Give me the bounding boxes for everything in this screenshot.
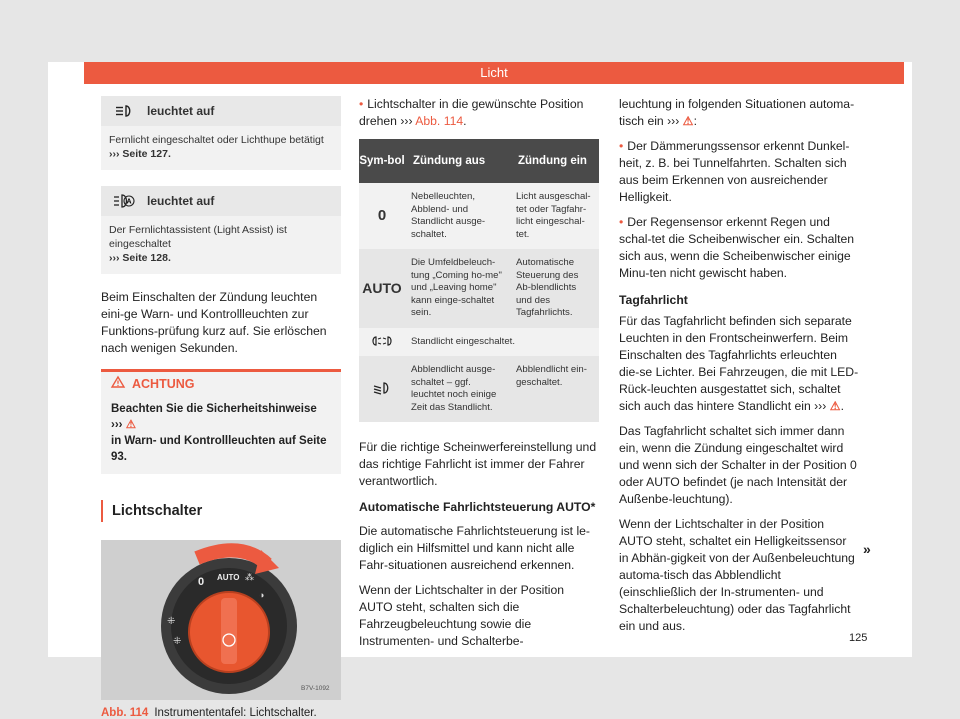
auto-light-heading: Automatische Fahrlichtsteuerung AUTO* xyxy=(359,500,596,514)
indicator-light-assist-text: Der Fernlichtassistent (Light Assist) ist eingeschaltet xyxy=(109,224,287,250)
figure-label-auto: AUTO xyxy=(217,573,240,582)
figure-code: B7V-1092 xyxy=(301,685,330,692)
daytime-light-heading: Tagfahrlicht xyxy=(619,293,688,307)
svg-text:A: A xyxy=(126,198,132,206)
indicator-high-beam-body xyxy=(101,126,341,170)
figure-label-zero: 0 xyxy=(198,576,205,588)
chapter-banner: Licht xyxy=(84,62,904,84)
situations-paragraph: leuchtung in folgenden Situationen automa-tisch ein ››› ⚠: xyxy=(619,97,855,128)
brightness-sensor-paragraph: Wenn der Lichtschalter in der Position AUTO steht, schaltet ein Helligkeitssensor in Abhän-gigkeit von der Außenbeleuchtung automa-tisch das Abblendlicht (einschließlich der In-strumenten- und Schalterbeleuchtung) oder das Tagfahrlicht ein und aus. xyxy=(619,517,855,633)
table-cell: Licht ausgeschal-tet oder Tagfahr-licht eingeschal-tet. xyxy=(510,183,599,249)
continue-mark: » xyxy=(863,541,871,557)
svg-text:⁜: ⁜ xyxy=(173,636,182,647)
bullet-rain-sensor: • Der Regensensor erkennt Regen und schal-tet die Scheibenwischer ein. Schalten sich aus, wenn die Scheibenwischer einige Minu-ten nicht gewischt haben. xyxy=(619,214,859,282)
column-left xyxy=(101,96,341,719)
light-switch-illustration xyxy=(101,540,341,700)
symbol-zero: 0 xyxy=(359,183,405,249)
warning-triangle-icon: ⚠ xyxy=(125,419,137,431)
indicator-high-beam-ref[interactable]: ››› Seite 127. xyxy=(109,148,171,160)
table-row xyxy=(359,356,599,422)
indicator-high-beam-text: Fernlicht eingeschaltet oder Lichthupe betätigt xyxy=(109,134,324,146)
column-right xyxy=(619,96,859,635)
svg-text:◑: ◑ xyxy=(259,590,265,600)
intro-figure-ref[interactable]: Abb. 114 xyxy=(415,114,464,128)
auto-light-paragraph: Die automatische Fahrlichtsteuerung ist le-diglich ein Hilfsmittel und kann nicht alle Fahr-situationen ausreichend erkennen. xyxy=(359,524,590,572)
low-beam-icon xyxy=(359,356,405,422)
high-beam-icon xyxy=(101,105,147,117)
svg-text:⁂: ⁂ xyxy=(245,572,254,582)
warning-text: Beachten Sie die Sicherheitshinweise ››› xyxy=(111,403,317,431)
ignition-paragraph: Beim Einschalten der Zündung leuchten eini-ge Warn- und Kontrollleuchten zur Funktions-prüfung kurz auf. Sie erlöschen nach wenigen Sekunden. xyxy=(101,290,327,355)
intro-text: Lichtschalter in die gewünschte Position drehen ››› xyxy=(359,97,584,128)
switch-position-table xyxy=(359,139,599,422)
warning-triangle-icon: ⚠ xyxy=(682,114,694,128)
table-cell: Die Umfeldbeleuch-tung „Coming ho-me" und „Leaving home" kann einge-schaltet sein. xyxy=(405,249,510,328)
table-row xyxy=(359,249,599,328)
indicator-light-assist-heading: leuchtet auf xyxy=(147,194,215,208)
warning-header xyxy=(101,369,341,395)
figure-caption-ref: Abb. 114 xyxy=(101,707,149,719)
warning-icon xyxy=(111,376,125,391)
table-row xyxy=(359,328,599,357)
table-row xyxy=(359,183,599,249)
indicator-light-assist-header xyxy=(101,186,341,216)
warning-title: ACHTUNG xyxy=(132,376,195,391)
table-header-ignition-on: Zündung ein xyxy=(510,139,599,183)
driver-responsibility-paragraph: Für die richtige Scheinwerfereinstellung und das richtige Fahrlicht ist immer der Fahrer verantwortlich. xyxy=(359,440,597,488)
column-middle xyxy=(359,96,599,650)
table-header-symbol: Sym-bol xyxy=(359,139,405,183)
indicator-high-beam-header xyxy=(101,96,341,126)
table-cell: Abblendlicht ausge-schaltet – ggf. leuchtet noch einige Zeit das Standlicht. xyxy=(405,356,510,422)
light-assist-icon xyxy=(101,194,147,208)
section-title: Lichtschalter xyxy=(101,500,341,522)
intro-paragraph: • Lichtschalter in die gewünschte Position drehen ››› Abb. 114. xyxy=(359,96,599,130)
warning-box xyxy=(101,369,341,474)
warning-triangle-icon: ⚠ xyxy=(829,399,841,413)
table-cell: Automatische Steuerung des Ab-blendlichts und des Tagfahrlichts. xyxy=(510,249,599,328)
warning-body xyxy=(101,395,341,474)
light-switch-figure xyxy=(101,540,341,700)
indicator-light-assist-ref[interactable]: ››› Seite 128. xyxy=(109,252,171,264)
figure-caption xyxy=(101,707,341,719)
svg-text:⁜: ⁜ xyxy=(167,616,176,627)
daytime-light-paragraph: Für das Tagfahrlicht befinden sich separate Leuchten in den Frontscheinwerfern. Beim Einschalten des Tagfahrlichts erleuchten die-se Lichter. Bei Fahrzeugen, die mit LED-Rück-leuchten ausgestattet sich, schaltet sich auch das hintere Standlicht ein ››› ⚠. xyxy=(619,314,859,413)
table-cell: Abblendlicht ein-geschaltet. xyxy=(510,356,599,422)
daytime-light-activation-paragraph: Das Tagfahrlicht schaltet sich immer dann ein, wenn die Zündung eingeschaltet wird und wenn sich der Schalter in der Position 0 oder AUTO befindet (je nach Intensität der Außenbe-leuchtung). xyxy=(619,424,857,506)
symbol-auto: AUTO xyxy=(359,249,405,328)
bullet-dusk-sensor: • Der Dämmerungssensor erkennt Dunkel-heit, z. B. bei Tunnelfahrten. Schalten sich aus beim Erkennen von ausreichender Helligkeit. xyxy=(619,138,859,206)
table-cell: Nebelleuchten, Abblend- und Standlicht ausge-schaltet. xyxy=(405,183,510,249)
parking-light-icon xyxy=(359,328,405,357)
figure-caption-text: Instrumententafel: Lichtschalter. xyxy=(154,707,317,719)
page-number: 125 xyxy=(849,632,868,644)
indicator-light-assist-body xyxy=(101,216,341,274)
table-cell: Standlicht eingeschaltet. xyxy=(405,328,599,357)
table-header-ignition-off: Zündung aus xyxy=(405,139,510,183)
auto-position-paragraph: Wenn der Lichtschalter in der Position AUTO steht, schalten sich die Fahrzeugbeleuchtung sowie die Instrumenten- und Schalterbe- xyxy=(359,583,565,648)
indicator-high-beam-heading: leuchtet auf xyxy=(147,104,215,118)
warning-text-2: in Warn- und Kontrollleuchten auf Seite 93. xyxy=(111,435,327,463)
